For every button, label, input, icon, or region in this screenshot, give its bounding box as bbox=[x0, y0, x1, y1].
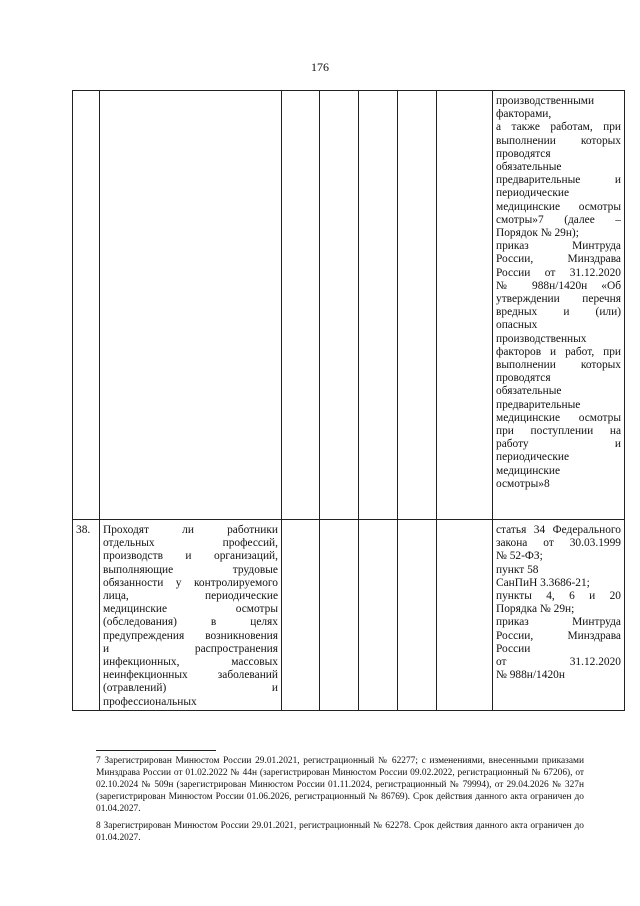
question-line: (отравлений) и bbox=[103, 682, 278, 695]
legal-basis-line: статья 34 Федерального bbox=[496, 524, 621, 536]
legal-basis-line: закона от 30.03.1999 bbox=[496, 537, 621, 550]
legal-basis-line: России, Минздрава bbox=[496, 253, 621, 266]
answer-no-cell[interactable] bbox=[320, 520, 359, 711]
answer-na-cell[interactable] bbox=[359, 520, 398, 711]
legal-basis-cell bbox=[493, 520, 625, 711]
legal-basis-line: предварительные bbox=[496, 398, 581, 411]
legal-basis-line: при поступлении на bbox=[496, 425, 621, 438]
question-line: инфекционных, массовых bbox=[103, 656, 278, 669]
legal-basis-line: медицинские осмотры bbox=[496, 200, 621, 213]
legal-basis-line: обязательные bbox=[496, 161, 562, 174]
legal-basis-line: СанПиН 3.3686-21; bbox=[496, 576, 590, 589]
legal-basis-line: России, Минздрава bbox=[496, 629, 621, 642]
page-number: 176 bbox=[311, 60, 329, 74]
legal-basis-line: пункт 58 bbox=[496, 563, 539, 576]
answer-no-cell[interactable] bbox=[320, 91, 359, 520]
legal-basis-line: предварительные и bbox=[496, 174, 621, 187]
legal-basis-line: а также работам, при bbox=[496, 121, 621, 134]
legal-basis-line: факторов и работ, при bbox=[496, 345, 621, 358]
legal-basis-cell bbox=[493, 91, 625, 520]
number-cell: 38. bbox=[73, 520, 100, 711]
legal-basis-line: проводятся bbox=[496, 147, 551, 160]
legal-basis-line: факторами, bbox=[496, 108, 552, 121]
requirements-table bbox=[72, 90, 625, 711]
legal-basis-line: России от 31.12.2020 bbox=[496, 266, 621, 279]
legal-basis-line: периодические bbox=[496, 451, 570, 464]
answer-extra-cell[interactable] bbox=[398, 91, 437, 520]
question-line: выполняющие трудовые bbox=[103, 563, 278, 576]
footnote-8: 8 Зарегистрирован Минюстом России 29.01.2021, регистрационный № 62278. Срок действия данного акта ограничен до 01.04.2027. bbox=[96, 821, 584, 843]
legal-basis-line: приказ Минтруда bbox=[496, 616, 621, 629]
legal-basis-line: медицинские осмотры bbox=[496, 411, 621, 424]
legal-basis-line: осмотры»8 bbox=[496, 477, 550, 490]
legal-basis-line: от 31.12.2020 bbox=[496, 656, 621, 669]
legal-basis-line: выполнении которых bbox=[496, 359, 621, 372]
answer-extra-cell[interactable] bbox=[398, 520, 437, 711]
question-line: обязанности у контролируемого bbox=[103, 576, 278, 589]
answer-yes-cell[interactable] bbox=[282, 520, 320, 711]
legal-basis-line: опасных bbox=[496, 319, 538, 332]
legal-basis-line: приказ Минтруда bbox=[496, 240, 621, 253]
question-cell bbox=[100, 91, 282, 520]
legal-basis-line: пункты 4, 6 и 20 bbox=[496, 590, 621, 603]
legal-basis-line: проводятся bbox=[496, 372, 551, 385]
footnote-separator bbox=[96, 750, 216, 751]
legal-basis-line: медицинские bbox=[496, 464, 561, 477]
table-row bbox=[73, 91, 625, 520]
legal-basis-line: периодические bbox=[496, 187, 570, 200]
question-line: (обследования) в целях bbox=[103, 616, 278, 629]
question-line: предупреждения возникновения bbox=[103, 629, 278, 642]
legal-basis-line: выполнении которых bbox=[496, 134, 621, 147]
note-cell[interactable] bbox=[437, 91, 493, 520]
question-line: медицинские осмотры bbox=[103, 603, 278, 616]
question-line: неинфекционных заболеваний bbox=[103, 669, 278, 682]
legal-basis-line: утверждении перечня bbox=[496, 293, 621, 306]
table-row bbox=[73, 520, 625, 711]
legal-basis-line: работу и bbox=[496, 438, 621, 451]
legal-basis-line: России bbox=[496, 642, 531, 655]
question-line: и распространения bbox=[103, 642, 278, 655]
legal-basis-line: Порядок № 29н); bbox=[496, 227, 579, 240]
legal-basis-line: Порядка № 29н; bbox=[496, 603, 575, 616]
question-line: профессиональных bbox=[103, 695, 197, 708]
legal-basis-line: смотры»7 (далее – bbox=[496, 213, 621, 226]
question-line: Проходят ли работники bbox=[103, 524, 278, 536]
legal-basis-line: производственными bbox=[496, 95, 595, 107]
answer-yes-cell[interactable] bbox=[282, 91, 320, 520]
number-cell bbox=[73, 91, 100, 520]
question-line: лица, периодические bbox=[103, 590, 278, 603]
question-line: отдельных профессий, bbox=[103, 537, 278, 550]
legal-basis-line: обязательные bbox=[496, 385, 562, 398]
legal-basis-line: вредных и (или) bbox=[496, 306, 621, 319]
legal-basis-line: № 52-ФЗ; bbox=[496, 550, 543, 563]
note-cell[interactable] bbox=[437, 520, 493, 711]
legal-basis-line: производственных bbox=[496, 332, 587, 345]
answer-na-cell[interactable] bbox=[359, 91, 398, 520]
question-line: производств и организаций, bbox=[103, 550, 278, 563]
question-cell bbox=[100, 520, 282, 711]
footnote-7: 7 Зарегистрирован Минюстом России 29.01.2021, регистрационный № 62277; с изменениями, внесенными приказами Минздрава России от 01.02.2022 № 44н (зарегистрирован Минюстом России 09.02.2022, регистрационный № 67206), от 02.10.2024 № 509н (зарегистрирован Минюстом России 01.11.2024, регистрационный № 79994), от 29.04.2026 № 327н (зарегистрирован Минюстом России 01.06.2026, регистрационный № 86769). Срок действия данного акта ограничен до 01.04.2027. bbox=[96, 756, 584, 814]
legal-basis-line: № 988н/1420н «Об bbox=[496, 279, 621, 292]
legal-basis-line: № 988н/1420н bbox=[496, 669, 565, 682]
